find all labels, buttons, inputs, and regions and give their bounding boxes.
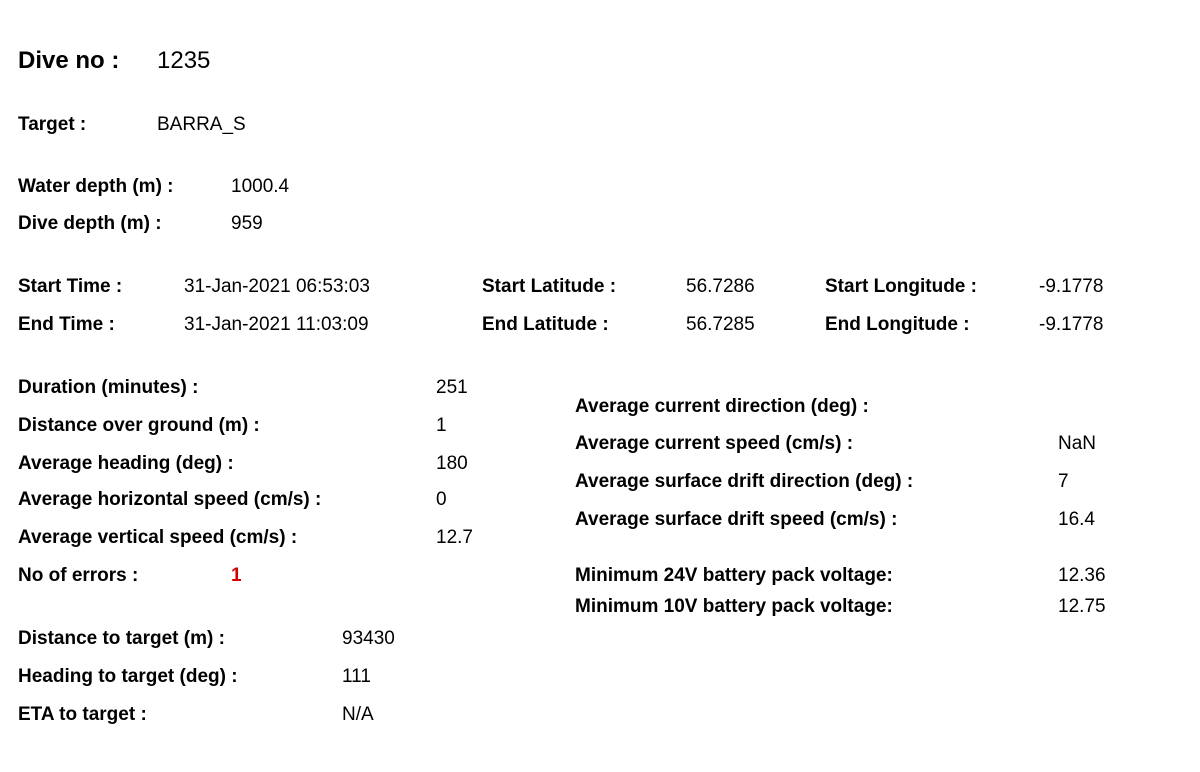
eta-to-target-label: ETA to target : <box>18 704 147 725</box>
start-time-value: 31-Jan-2021 06:53:03 <box>184 276 370 297</box>
min-10v-battery-label: Minimum 10V battery pack voltage: <box>575 596 893 617</box>
start-latitude-label: Start Latitude : <box>482 276 617 297</box>
duration-label: Duration (minutes) : <box>18 377 199 398</box>
heading-to-target-value: 111 <box>342 666 371 687</box>
dive-depth-value: 959 <box>231 213 263 234</box>
start-longitude-value: -9.1778 <box>1039 276 1104 297</box>
errors-label: No of errors : <box>18 565 139 586</box>
distance-to-target-value: 93430 <box>342 628 395 649</box>
average-current-speed-label: Average current speed (cm/s) : <box>575 433 854 454</box>
average-current-direction-label: Average current direction (deg) : <box>575 396 869 417</box>
average-vertical-speed-label: Average vertical speed (cm/s) : <box>18 527 298 548</box>
min-10v-battery-value: 12.75 <box>1058 596 1106 617</box>
average-current-speed-value: NaN <box>1058 433 1097 454</box>
average-horizontal-speed-value: 0 <box>436 489 447 510</box>
min-24v-battery-value: 12.36 <box>1058 565 1106 586</box>
dive-number-value: 1235 <box>157 47 211 74</box>
average-heading-label: Average heading (deg) : <box>18 453 234 474</box>
min-24v-battery-label: Minimum 24V battery pack voltage: <box>575 565 893 586</box>
target-value: BARRA_S <box>157 114 246 135</box>
end-longitude-value: -9.1778 <box>1039 314 1104 335</box>
average-surface-drift-speed-value: 16.4 <box>1058 509 1095 530</box>
end-time-label: End Time : <box>18 314 115 335</box>
average-heading-value: 180 <box>436 453 468 474</box>
water-depth-label: Water depth (m) : <box>18 176 174 197</box>
distance-to-target-label: Distance to target (m) : <box>18 628 225 649</box>
end-time-value: 31-Jan-2021 11:03:09 <box>184 314 369 335</box>
heading-to-target-label: Heading to target (deg) : <box>18 666 238 687</box>
average-surface-drift-speed-label: Average surface drift speed (cm/s) : <box>575 509 898 530</box>
end-latitude-label: End Latitude : <box>482 314 609 335</box>
distance-over-ground-value: 1 <box>436 415 447 436</box>
eta-to-target-value: N/A <box>342 704 374 725</box>
start-latitude-value: 56.7286 <box>686 276 755 297</box>
average-horizontal-speed-label: Average horizontal speed (cm/s) : <box>18 489 322 510</box>
average-vertical-speed-value: 12.7 <box>436 527 473 548</box>
dive-number-label: Dive no : <box>18 47 120 74</box>
average-surface-drift-direction-label: Average surface drift direction (deg) : <box>575 471 914 492</box>
start-longitude-label: Start Longitude : <box>825 276 977 297</box>
duration-value: 251 <box>436 377 468 398</box>
end-latitude-value: 56.7285 <box>686 314 755 335</box>
target-label: Target : <box>18 114 87 135</box>
end-longitude-label: End Longitude : <box>825 314 970 335</box>
distance-over-ground-label: Distance over ground (m) : <box>18 415 260 436</box>
water-depth-value: 1000.4 <box>231 176 290 197</box>
average-surface-drift-direction-value: 7 <box>1058 471 1069 492</box>
start-time-label: Start Time : <box>18 276 123 297</box>
errors-value: 1 <box>231 565 242 586</box>
dive-depth-label: Dive depth (m) : <box>18 213 162 234</box>
